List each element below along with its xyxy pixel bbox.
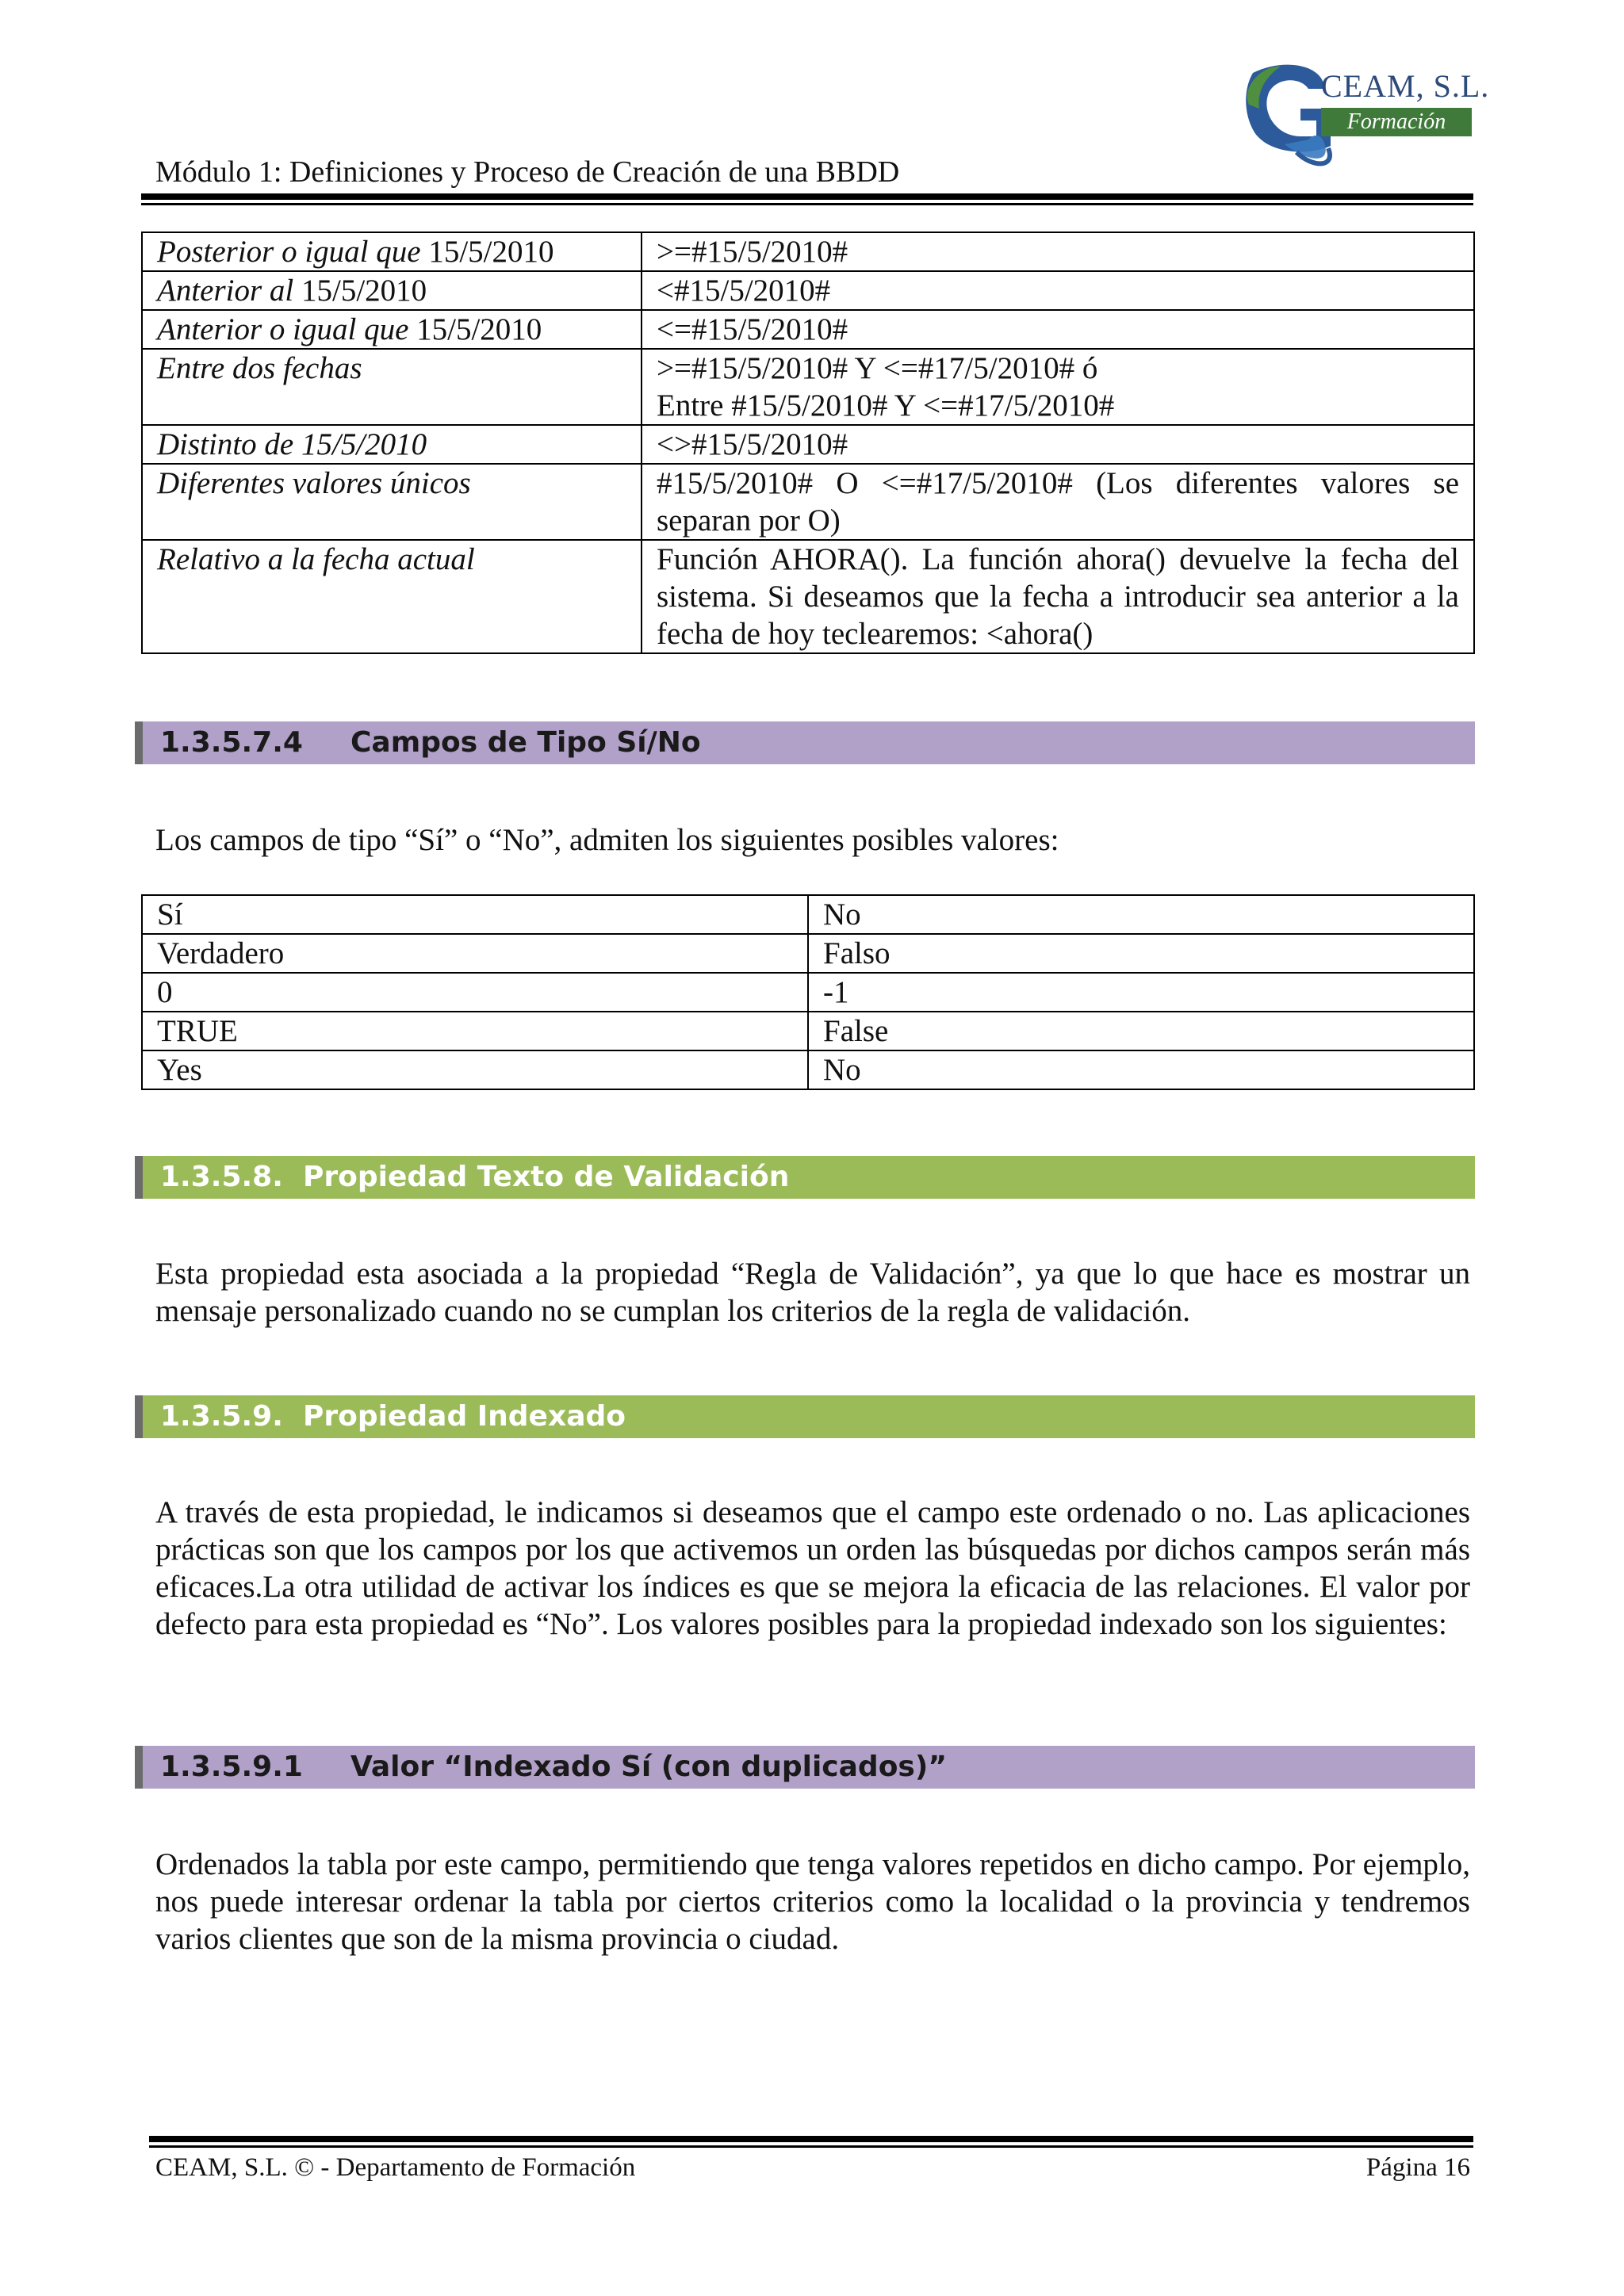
table-row <box>142 540 1474 653</box>
table-row <box>142 1050 1474 1089</box>
table-cell: Distinto de 15/5/2010 <box>142 425 642 464</box>
table-cell: >=#15/5/2010# <box>642 232 1474 271</box>
paragraph: Ordenados la tabla por este campo, permitiendo que tenga valores repetidos en dicho campo. Por ejemplo, nos puede interesar ordenar la tabla por ciertos criterios como la localidad o la provincia y tendremos varios clientes que son de la misma provincia o ciudad. <box>155 1847 1470 1956</box>
section-title: Valor “Indexado Sí (con duplicados)” <box>350 1751 947 1783</box>
page-header-title: Módulo 1: Definiciones y Proceso de Creación de una BBDD <box>155 155 900 189</box>
table-cell: Yes <box>142 1050 808 1089</box>
paragraph: A través de esta propiedad, le indicamos si deseamos que el campo este ordenado o no. Las aplicaciones prácticas son que los campos por los que activemos un orden las búsquedas por dichos campos serán más eficaces.La otra utilidad de activar los índices es que se mejora la eficacia de las relaciones. El valor por defecto para esta propiedad es “No”. Los valores posibles para la propiedad indexado son los siguientes: <box>155 1495 1470 1641</box>
table-cell: TRUE <box>142 1012 808 1050</box>
table-cell: Anterior o igual que 15/5/2010 <box>142 310 642 349</box>
table-row <box>142 232 1474 271</box>
table-cell: Falso <box>808 934 1474 973</box>
paragraph: Esta propiedad esta asociada a la propiedad “Regla de Validación”, ya que lo que hace es mostrar un mensaje personalizado cuando no se cumplan los criterios de la regla de validación. <box>155 1257 1470 1328</box>
table-cell: Diferentes valores únicos <box>142 464 642 540</box>
section-title: Propiedad Texto de Validación <box>303 1161 790 1193</box>
table-cell: >=#15/5/2010# Y <=#17/5/2010# ó Entre #15/5/2010# Y <=#17/5/2010# <box>642 349 1474 425</box>
paragraph: Los campos de tipo “Sí” o “No”, admiten los siguientes posibles valores: <box>155 823 1059 857</box>
footer-page-number: Página 16 <box>1365 2153 1470 2182</box>
section-number: 1.3.5.9.1 <box>160 1751 303 1783</box>
table-cell: No <box>808 1050 1474 1089</box>
logo-name: CEAM, S.L. <box>1321 68 1490 104</box>
section-number: 1.3.5.7.4 <box>160 726 303 759</box>
footer-rule <box>149 2136 1473 2142</box>
section-number: 1.3.5.9. <box>160 1400 283 1433</box>
table-cell: <=#15/5/2010# <box>642 310 1474 349</box>
section-title: Propiedad Indexado <box>303 1400 626 1433</box>
section-heading-indexado <box>135 1395 1475 1438</box>
footer-copyright: CEAM, S.L. © - Departamento de Formación <box>155 2153 636 2182</box>
table-cell: Sí <box>142 895 808 934</box>
table-cell: False <box>808 1012 1474 1050</box>
table-cell: Verdadero <box>142 934 808 973</box>
table-row <box>142 895 1474 934</box>
table-row <box>142 464 1474 540</box>
table-cell: Relativo a la fecha actual <box>142 540 642 653</box>
header-rule <box>141 193 1473 200</box>
table-row <box>142 271 1474 310</box>
table-cell: <#15/5/2010# <box>642 271 1474 310</box>
table-cell: Posterior o igual que 15/5/2010 <box>142 232 642 271</box>
table-cell: <>#15/5/2010# <box>642 425 1474 464</box>
table-cell: No <box>808 895 1474 934</box>
table-cell: Función AHORA(). La función ahora() devuelve la fecha del sistema. Si deseamos que la fecha a introducir sea anterior a la fecha de hoy teclearemos: <ahora() <box>642 540 1474 653</box>
table-cell: Anterior al 15/5/2010 <box>142 271 642 310</box>
table-cell: 0 <box>142 973 808 1012</box>
table-cell: -1 <box>808 973 1474 1012</box>
table-row <box>142 973 1474 1012</box>
table-cell: #15/5/2010# O <=#17/5/2010# (Los diferentes valores se separan por O) <box>642 464 1474 540</box>
table-row <box>142 349 1474 425</box>
table-row <box>142 425 1474 464</box>
yes-no-values-table <box>141 894 1475 1090</box>
section-heading-indexado-si-duplicados <box>135 1746 1475 1789</box>
date-criteria-table <box>141 232 1475 654</box>
section-number: 1.3.5.8. <box>160 1161 283 1193</box>
footer-rule-thin <box>149 2145 1473 2148</box>
section-heading-texto-validacion <box>135 1156 1475 1199</box>
table-row <box>142 1012 1474 1050</box>
table-row <box>142 934 1474 973</box>
logo-subtitle: Formación <box>1321 108 1472 136</box>
header-rule-thin <box>141 203 1473 205</box>
section-title: Campos de Tipo Sí/No <box>350 726 701 759</box>
section-heading-campos-si-no <box>135 721 1475 764</box>
table-row <box>142 310 1474 349</box>
table-cell: Entre dos fechas <box>142 349 642 425</box>
